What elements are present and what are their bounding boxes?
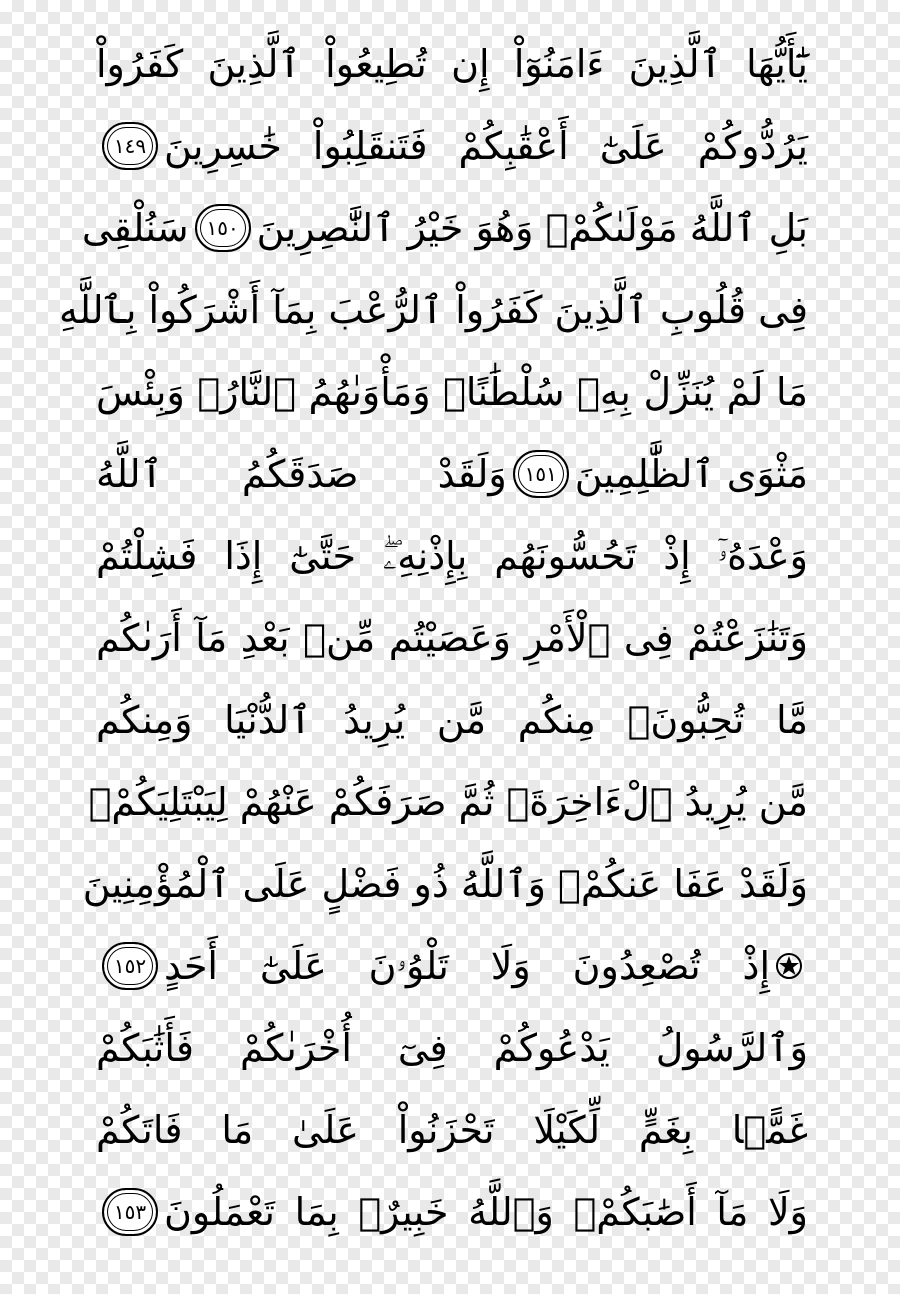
text-line-1 (96, 22, 808, 106)
text-line-9 (96, 678, 808, 762)
text-line-7 (96, 514, 808, 598)
text-line-13 (96, 1006, 808, 1090)
line-text: بَلِ ٱللَّهُ مَوْلَىٰكُمْۖ وَهُوَ خَيْرُ ٱلنَّٰصِرِينَ (256, 206, 808, 250)
text-line-2 (96, 104, 808, 188)
line-text: سَنُلْقِى (81, 206, 189, 250)
text-line-5 (96, 350, 808, 434)
line-text: وَعْدَهُۥٓ إِذْ تَحُسُّونَهُم بِإِذْنِهِۦۖ حَتَّىٰٓ إِذَا فَشِلْتُمْ (96, 534, 808, 578)
sajda-star-icon (774, 951, 804, 981)
text-line-14 (96, 1088, 808, 1172)
line-text: يَرُدُّوكُمْ عَلَىٰٓ أَعْقَٰبِكُمْ فَتَنقَلِبُواْ خَٰسِرِينَ (164, 124, 808, 168)
text-line-8 (96, 596, 808, 680)
line-text: وَلَا مَآ أَصَٰبَكُمْۗ وَٱللَّهُ خَبِيرٌۢ بِمَا تَعْمَلُونَ (164, 1190, 808, 1234)
ayah-number-marker: ١٥٣ (102, 1188, 158, 1236)
line-text: غَمًّۢا بِغَمٍّ لِّكَيْلَا تَحْزَنُواْ عَلَىٰ مَا فَاتَكُمْ (96, 1108, 808, 1152)
ayah-number-marker: ١٥٠ (195, 204, 251, 252)
line-text: يَٰٓأَيُّهَا ٱلَّذِينَ ءَامَنُوٓاْ إِن تُطِيعُواْ ٱلَّذِينَ كَفَرُواْ (96, 42, 808, 86)
ayah-number-marker: ١٤٩ (102, 122, 158, 170)
line-text: وَٱلرَّسُولُ يَدْعُوكُمْ فِىٓ أُخْرَىٰكُمْ فَأَثَٰبَكُمْ (96, 1026, 808, 1070)
line-text: وَتَنَٰزَعْتُمْ فِى ٱلْأَمْرِ وَعَصَيْتُم مِّنۢ بَعْدِ مَآ أَرَىٰكُم (96, 616, 808, 660)
text-line-4 (59, 268, 808, 352)
line-text: إِذْ تُصْعِدُونَ وَلَا تَلْوُۥنَ عَلَىٰٓ أَحَدٍ (164, 944, 770, 988)
text-line-10 (88, 760, 808, 844)
text-line-15 (96, 1170, 808, 1254)
text-line-6 (96, 432, 808, 516)
line-text: مَا لَمْ يُنَزِّلْ بِهِۦ سُلْطَٰنًاۖ وَمَأْوَىٰهُمُ ٱلنَّارُۚ وَبِئْسَ (96, 370, 808, 414)
line-text: وَلَقَدْ صَدَقَكُمُ ٱللَّهُ (96, 452, 507, 496)
line-text: فِى قُلُوبِ ٱلَّذِينَ كَفَرُواْ ٱلرُّعْبَ بِمَآ أَشْرَكُواْ بِٱللَّهِ (59, 288, 808, 332)
text-line-12 (96, 924, 808, 1008)
text-line-3 (81, 186, 808, 270)
line-text: مَّن يُرِيدُ ٱلْءَاخِرَةَۚ ثُمَّ صَرَفَكُمْ عَنْهُمْ لِيَبْتَلِيَكُمْۖ (88, 780, 808, 824)
line-text: مَّا تُحِبُّونَۚ مِنكُم مَّن يُرِيدُ ٱلدُّنْيَا وَمِنكُم (96, 698, 808, 742)
ayah-number-marker: ١٥١ (513, 450, 569, 498)
text-line-11 (82, 842, 808, 926)
line-text: وَلَقَدْ عَفَا عَنكُمْۗ وَٱللَّهُ ذُو فَضْلٍ عَلَى ٱلْمُؤْمِنِينَ (82, 862, 808, 906)
ayah-number-marker: ١٥٢ (102, 942, 158, 990)
line-text: مَثْوَى ٱلظَّٰلِمِينَ (574, 452, 808, 496)
